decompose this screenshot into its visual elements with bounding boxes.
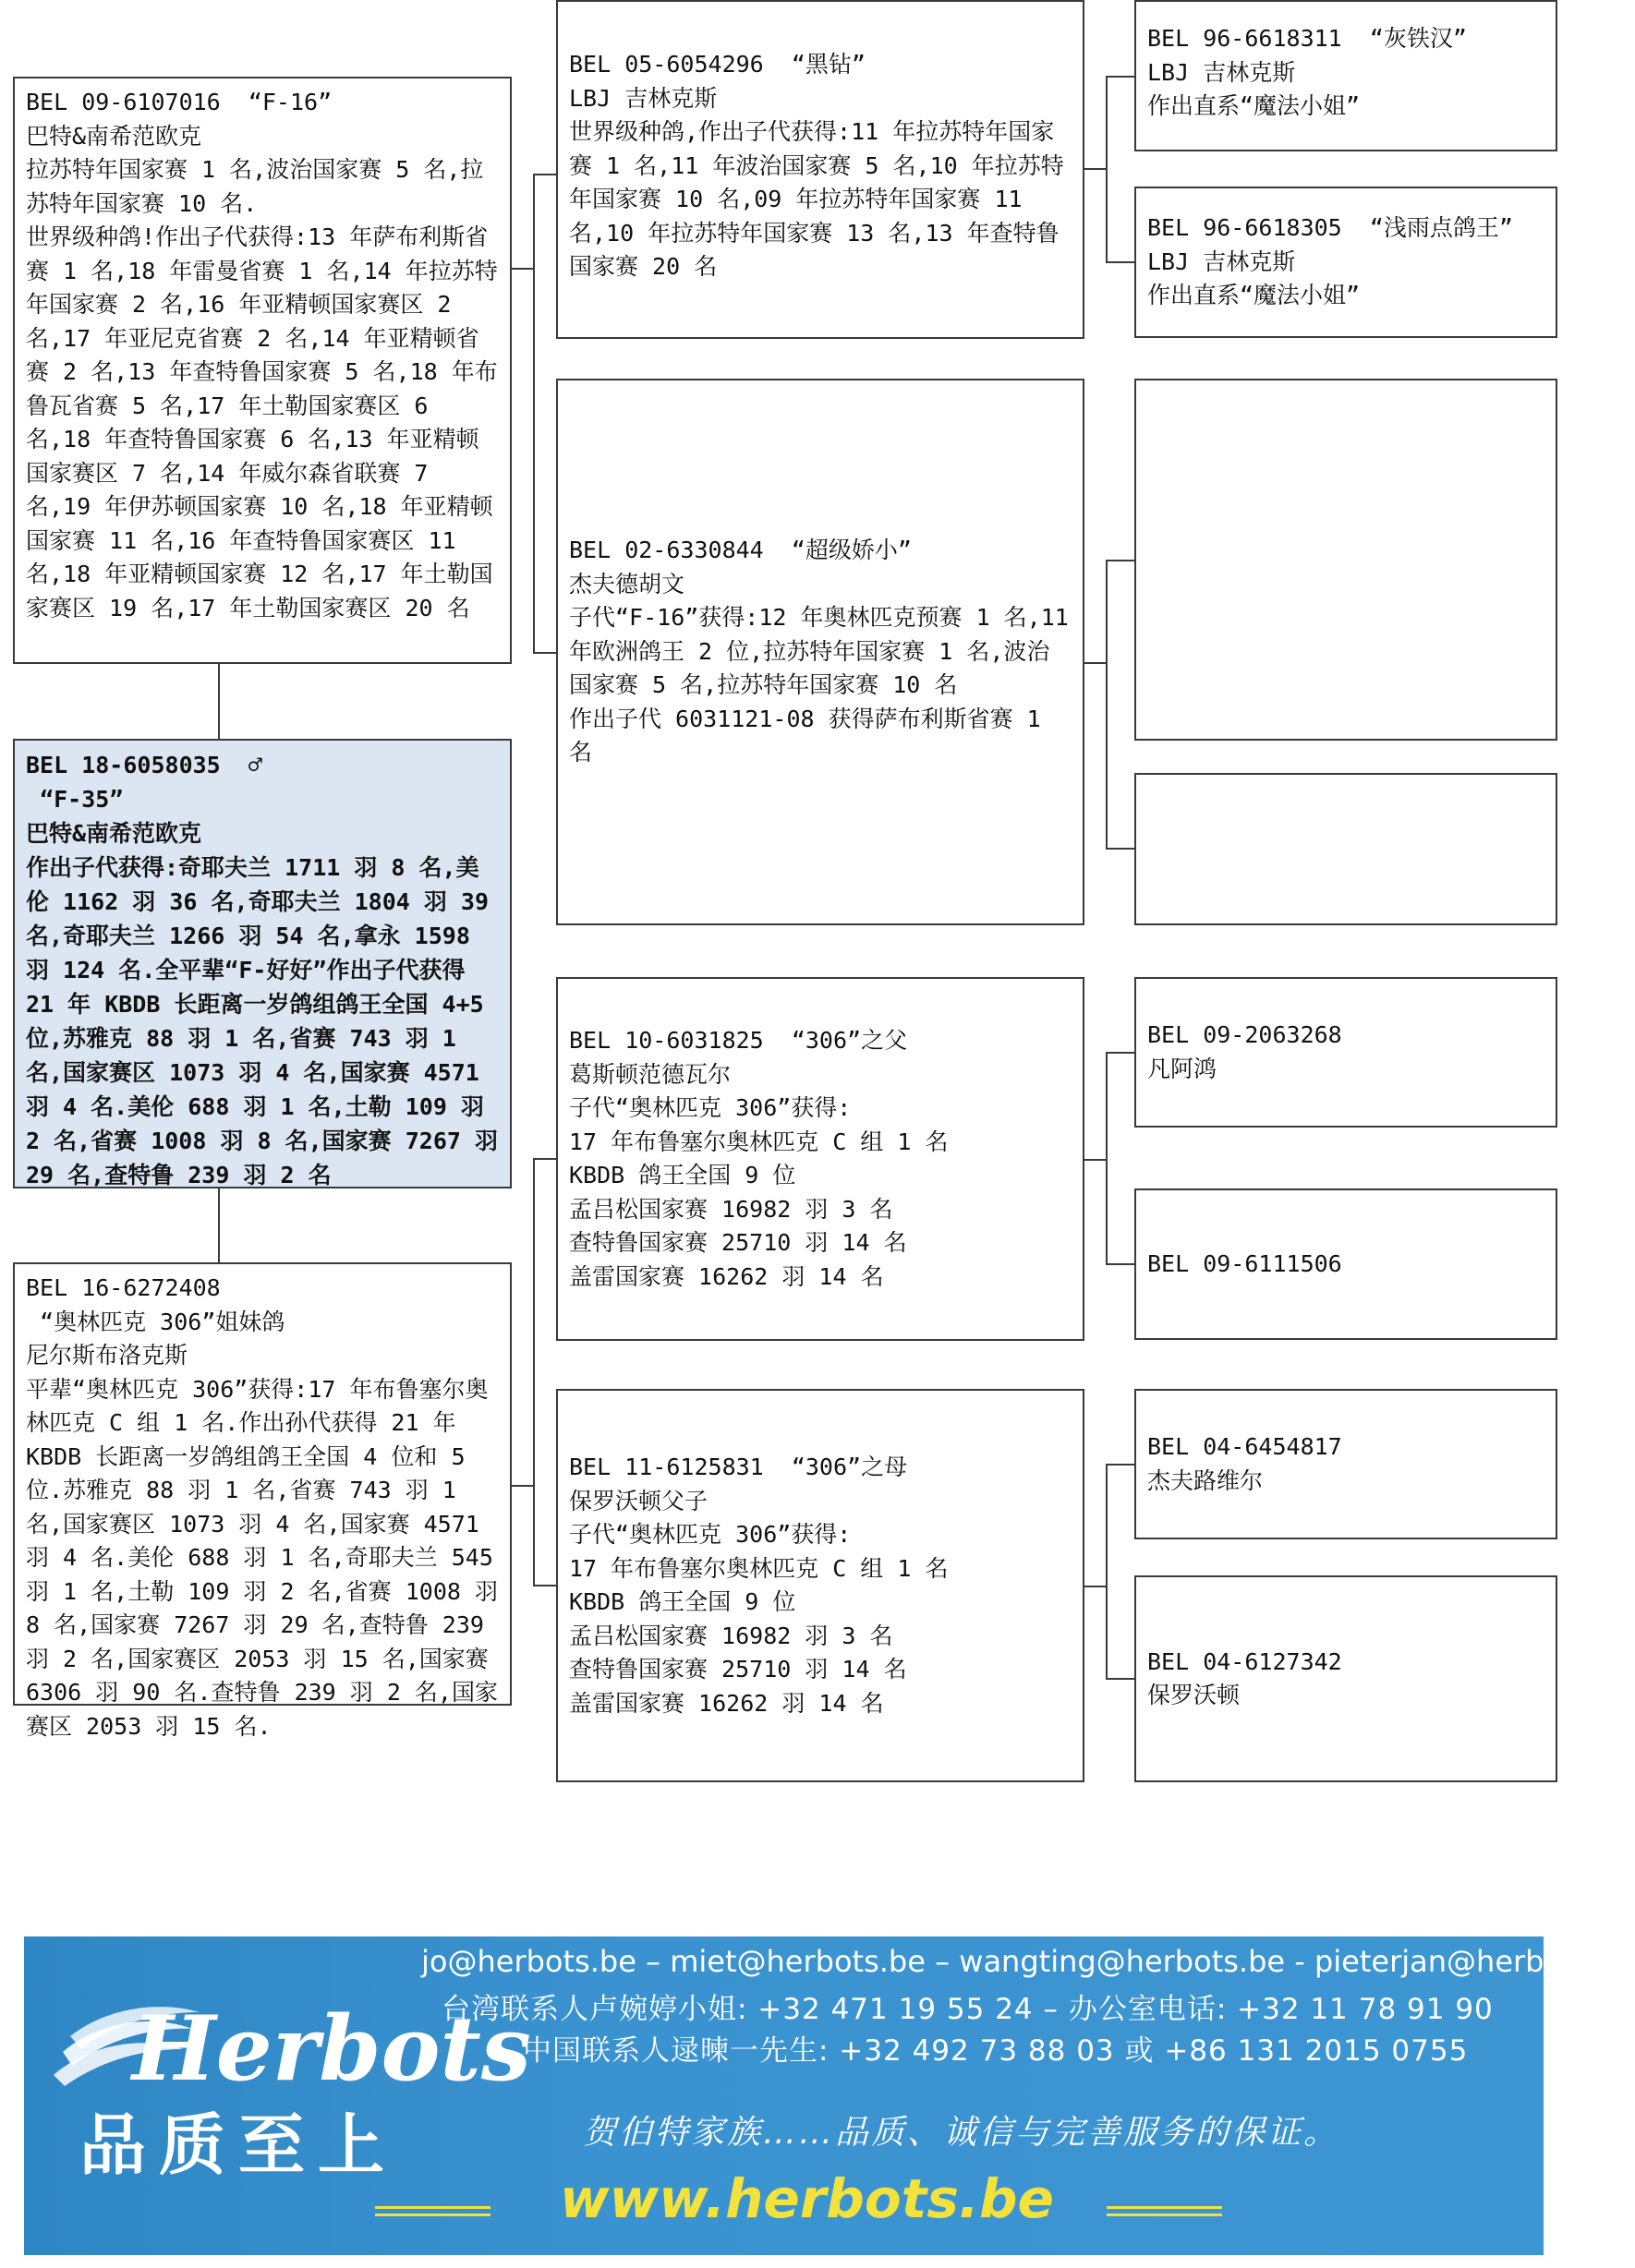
- card-text-line: 17 年布鲁塞尔奥林匹克 C 组 1 名: [569, 1128, 949, 1155]
- connector: [533, 1158, 556, 1160]
- card-text-line: 世界级种鸽!作出子代获得:13 年萨布利斯省赛 1 名,18 年雷曼省赛 1 名,14 年拉苏特年国家赛 2 名,16 年亚精顿国家赛区 2 名,17 年亚尼克省赛 2 名,14 年亚精顿省赛 2 名,13 年查特鲁国家赛 5 名,18 年布鲁瓦省赛 5 名,17 年土勒国家赛区 6 名,18 年查特鲁国家赛 6 名,13 年亚精顿国家赛区 7 名,14 年威尔森省联赛 7 名,19 年伊苏顿国家赛 10 名,18 年亚精顿国家赛 11 名,16 年查特鲁国家赛区 11 名,18 年亚精顿国家赛 12 名,17 年土勒国家赛区 19 名,17 年土勒国家赛区 20 名: [26, 223, 498, 621]
- ring-number: BEL 09-6107016 “F-16”: [26, 89, 333, 115]
- card-text-line: 杰夫德胡文: [569, 570, 685, 597]
- card-text-line: 作出子代获得:奇耶夫兰 1711 羽 8 名,美伦 1162 羽 36 名,奇耶夫兰 1804 羽 39 名,奇耶夫兰 1266 羽 54 名,拿永 1598 羽 124 名.全平辈“F-好好”作出子代获得 21 年 KBDB 长距离一岁鸽组鸽王全国 4+5 位,苏雅克 88 羽 1 名,省赛 743 羽 1 名,国家赛区 1073 羽 4 名,国家赛 4571 羽 4 名.美伦 688 羽 1 名,土勒 109 羽 2 名,省赛 1008 羽 8 名,国家赛 7267 羽 29 名,查特鲁 239 羽 2 名: [26, 854, 513, 1188]
- ring-number: BEL 09-2063268: [1147, 1021, 1342, 1048]
- decor-line-right: [1107, 2214, 1222, 2216]
- taiwan-contact: 台湾联系人卢婉婷小姐: +32 471 19 55 24 – 办公室电话: +32 11 78 91 90: [442, 1993, 1494, 2026]
- subject-card: [13, 739, 512, 1188]
- sire-dam-card: [556, 379, 1084, 925]
- card-text-line: 巴特&南希范欧克: [26, 122, 202, 150]
- dds-card: [1134, 1389, 1557, 1539]
- website-link[interactable]: www.herbots.be: [560, 2167, 1054, 2230]
- card-text-line: 盖雷国家赛 16262 羽 14 名: [569, 1689, 884, 1717]
- brand-motto: 贺伯特家族……品质、诚信与完善服务的保证。: [583, 2114, 1340, 2152]
- brand-slogan: 品质至上: [79, 2105, 398, 2184]
- card-text-line: 葛斯顿范德瓦尔: [569, 1060, 732, 1088]
- dam-card: [13, 1262, 513, 1740]
- connector: [1106, 560, 1108, 850]
- ring-number: BEL 04-6454817: [1147, 1433, 1342, 1460]
- connector: [1106, 1464, 1134, 1466]
- dsd-card: [1134, 1188, 1557, 1340]
- contact-emails[interactable]: jo@herbots.be – miet@herbots.be – wangting@herbots.be - pieterjan@herbots.be: [421, 1944, 1635, 1979]
- card-text-line: LBJ 吉林克斯: [569, 84, 718, 112]
- card-text-line: LBJ 吉林克斯: [1147, 247, 1296, 275]
- connector: [533, 652, 556, 654]
- card-text-line: 孟吕松国家赛 16982 羽 3 名: [569, 1622, 893, 1649]
- card-text-line: 查特鲁国家赛 25710 羽 14 名: [569, 1656, 907, 1683]
- china-contact: 中国联系人逯暕一先生: +32 492 73 88 03 或 +86 131 2015 0755: [523, 2034, 1469, 2068]
- brand-wordmark: Herbots: [132, 1997, 531, 2101]
- sdd-card: [1134, 773, 1557, 925]
- ring-number: BEL 16-6272408: [26, 1274, 221, 1301]
- card-text-line: 拉苏特年国家赛 1 名,波治国家赛 5 名,拉苏特年国家赛 10 名.: [26, 156, 484, 217]
- connector: [1106, 76, 1134, 78]
- footer-banner: [24, 1936, 1635, 2255]
- ring-number: BEL 11-6125831 “306”之母: [569, 1454, 908, 1480]
- ring-number: BEL 02-6330844 “超级娇小”: [569, 537, 912, 564]
- ring-number: BEL 05-6054296 “黑钻”: [569, 51, 866, 78]
- decor-line-left: [375, 2214, 490, 2216]
- dam-sire-card: [556, 977, 1084, 1341]
- card-text-line: 作出直系“魔法小姐”: [1147, 92, 1361, 119]
- card-text-line: 平辈“奥林匹克 306”获得:17 年布鲁塞尔奥林匹克 C 组 1 名.作出孙代获得 21 年 KBDB 长距离一岁鸽组鸽王全国 4 位和 5 位.苏雅克 88 羽 1 名,省赛 743 羽 1 名,国家赛区 1073 羽 4 名,国家赛 4571 羽 4 名.美伦 688 羽 1 名,奇耶夫兰 545 羽 1 名,土勒 109 羽 2 名,省赛 1008 羽 8 名,国家赛 7267 羽 29 名,查特鲁 239 羽 2 名,国家赛区 2053 羽 15 名,国家赛 6306 羽 90 名.查特鲁 239 羽 2 名,国家赛区 2053 羽 15 名.: [26, 1375, 513, 1740]
- card-text-line: 查特鲁国家赛 25710 羽 14 名: [569, 1229, 907, 1256]
- card-text-line: 凡阿鸿: [1147, 1055, 1217, 1082]
- connector: [1106, 1263, 1134, 1265]
- connector: [1084, 662, 1107, 664]
- connector: [533, 174, 556, 175]
- connector: [512, 1485, 534, 1487]
- card-text-line: 保罗沃顿: [1147, 1682, 1241, 1708]
- connector: [1084, 1586, 1107, 1587]
- card-text-line: KBDB 鸽王全国 9 位: [569, 1162, 796, 1188]
- connector: [533, 174, 535, 654]
- card-text-line: 子代“F-16”获得:12 年奥林匹克预赛 1 名,11 年欧洲鸽王 2 位,拉苏特年国家赛 1 名,波治国家赛 5 名,拉苏特年国家赛 10 名: [569, 604, 1083, 699]
- sire-sire-card: [556, 0, 1084, 339]
- connector: [533, 1585, 556, 1586]
- sire-card: [13, 77, 512, 664]
- connector: [1106, 1052, 1108, 1265]
- card-text-line: KBDB 鸽王全国 9 位: [569, 1588, 796, 1615]
- card-text-line: 杰夫路维尔: [1147, 1466, 1264, 1494]
- ring-number: BEL 04-6127342: [1147, 1647, 1342, 1675]
- ring-number: BEL 96-6618305 “浅雨点鸽王”: [1147, 214, 1513, 242]
- card-text-line: LBJ 吉林克斯: [1147, 58, 1296, 86]
- card-text-line: “F-35”: [26, 786, 124, 813]
- decor-line-right: [1107, 2206, 1222, 2209]
- card-text-line: 巴特&南希范欧克: [26, 820, 202, 847]
- connector: [1106, 1464, 1108, 1680]
- connector: [1106, 1678, 1134, 1680]
- ring-number: BEL 09-6111506: [1147, 1249, 1342, 1277]
- card-text-line: 子代“奥林匹克 306”获得:: [569, 1094, 852, 1121]
- connector: [533, 1158, 535, 1586]
- card-text-line: 17 年布鲁塞尔奥林匹克 C 组 1 名: [569, 1554, 949, 1582]
- connector: [1106, 1052, 1134, 1054]
- ring-number: BEL 18-6058035 ♂: [26, 752, 262, 778]
- dam-dam-card: [556, 1389, 1084, 1782]
- ring-number: BEL 10-6031825 “306”之父: [569, 1027, 908, 1054]
- card-text-line: 尼尔斯布洛克斯: [26, 1342, 188, 1369]
- card-text-line: 子代“奥林匹克 306”获得:: [569, 1521, 852, 1548]
- connector: [218, 664, 220, 739]
- decor-line-left: [375, 2206, 490, 2209]
- card-text-line: 孟吕松国家赛 16982 羽 3 名: [569, 1195, 893, 1223]
- dss-card: [1134, 977, 1557, 1128]
- sds-card: [1134, 379, 1557, 741]
- connector: [1106, 261, 1134, 263]
- connector: [1084, 1159, 1107, 1161]
- sss-card: [1134, 0, 1557, 151]
- card-text-line: 保罗沃顿父子: [569, 1487, 708, 1514]
- card-text-line: 盖雷国家赛 16262 羽 14 名: [569, 1262, 884, 1290]
- ring-number: BEL 96-6618311 “灰铁汉”: [1147, 25, 1467, 52]
- card-text-line: 世界级种鸽,作出子代获得:11 年拉苏特年国家赛 1 名,11 年波治国家赛 5 名,10 年拉苏特年国家赛 10 名,09 年拉苏特年国家赛 11 名,10 年拉苏特年国家赛 13 名,13 年查特鲁国家赛 20 名: [569, 118, 1064, 280]
- card-text-line: “奥林匹克 306”姐妹鸽: [26, 1308, 285, 1335]
- connector: [1106, 848, 1134, 850]
- ssd-card: [1134, 187, 1557, 338]
- connector: [1106, 76, 1108, 263]
- connector: [1106, 560, 1134, 561]
- connector: [218, 1188, 220, 1262]
- ddd-card: [1134, 1575, 1557, 1782]
- connector: [512, 268, 534, 270]
- connector: [1084, 168, 1107, 170]
- card-text-line: 作出直系“魔法小姐”: [1147, 282, 1361, 309]
- card-text-line: 作出子代 6031121-08 获得萨布利斯省赛 1 名: [569, 705, 1055, 766]
